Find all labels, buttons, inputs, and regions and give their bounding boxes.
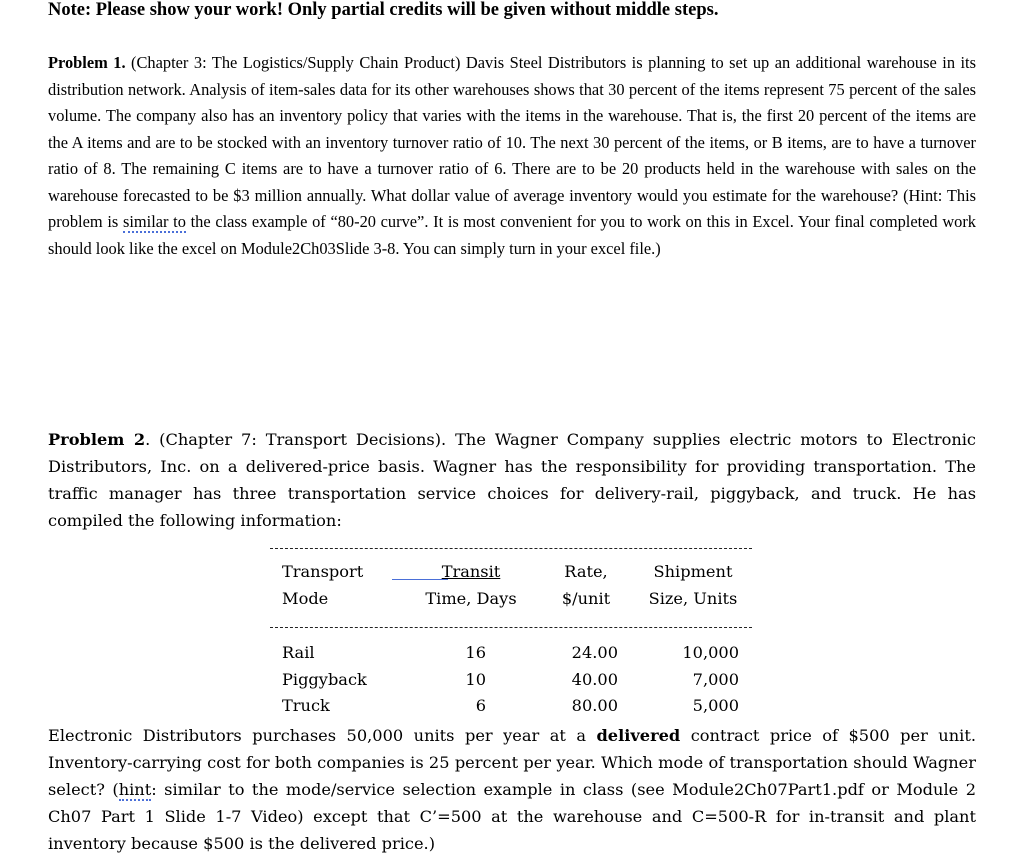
followup-text-1: Electronic Distributors purchases 50,000 units per year at a: [48, 726, 597, 745]
problem-1-text-after: the class example of “80-20 curve”. It is most convenient for you to work on this in Excel. Your final completed work should look like the excel on Module2Ch03Slide 3-8. You can simply turn in your excel file.): [48, 212, 977, 258]
header-mode-line2: Mode: [282, 589, 329, 608]
row-time: 10: [465, 670, 486, 689]
problem-2-paragraph: [48, 426, 976, 534]
row-rate: 40.00: [571, 670, 618, 689]
row-time: 16: [465, 643, 486, 662]
problem-2-text: . (Chapter 7: Transport Decisions). The Wagner Company supplies electric motors to Electronic Distributors, Inc. on a delivered-price basis. Wagner has the responsibility for providing transportation. The traffic manager has three transportation service choices for delivery-rail, piggyback, and truck. He has compiled the following information:: [48, 430, 976, 530]
row-rate: 24.00: [571, 643, 618, 662]
followup-text-2: contract price of $500 per unit. Inventory-carrying cost for both companies is 25 percent per year. Which mode of transportation should Wagner select? (: [48, 726, 976, 799]
note-heading: Note: Please show your work! Only partial credits will be given without middle steps.: [48, 0, 719, 20]
header-rate-line1: Rate,: [564, 562, 608, 581]
table-top-rule: [270, 548, 752, 549]
row-size: 10,000: [682, 643, 739, 662]
problem-2-followup-paragraph: [48, 722, 976, 857]
header-time-line1: Transit: [441, 562, 501, 581]
problem-2-label: Problem 2: [48, 430, 146, 449]
row-mode: Rail: [282, 643, 315, 662]
problem-1-paragraph: [48, 50, 976, 262]
header-size-line2: Size, Units: [648, 589, 738, 608]
hint-word: hint: [118, 780, 152, 799]
row-size: 7,000: [692, 670, 739, 689]
row-mode: Truck: [282, 696, 330, 715]
followup-text-3: : similar to the mode/service selection example in class (see Module2Ch07Part1.pdf or Module 2 Ch07 Part 1 Slide 1-7 Video) except that C’=500 at the warehouse and C=500-R for in-transit and plant inventory because $500 is the delivered price.): [48, 780, 976, 853]
header-rate-line2: $/unit: [561, 589, 611, 608]
header-time-line2: Time, Days: [425, 589, 517, 608]
similar-to-phrase: similar to: [122, 212, 186, 231]
row-time: 6: [475, 696, 486, 715]
header-mode-line1: Transport: [282, 562, 364, 581]
row-rate: 80.00: [571, 696, 618, 715]
delivered-word: delivered: [596, 726, 681, 745]
row-mode: Piggyback: [282, 670, 367, 689]
table-header-rule: [270, 627, 752, 628]
header-size-line1: Shipment: [653, 562, 733, 581]
problem-1-label: Problem 1.: [48, 53, 126, 72]
row-size: 5,000: [692, 696, 739, 715]
problem-1-text-before: (Chapter 3: The Logistics/Supply Chain Product) Davis Steel Distributors is planning to set up an additional warehouse in its distribution network. Analysis of item-sales data for its other warehouses shows that 30 percent of the items represent 75 percent of the sales volume. The company also has an inventory policy that varies with the items in the warehouse. That is, the first 20 percent of the items are the A items and are to be stocked with an inventory turnover ratio of 10. The next 30 percent of the items, or B items, are to have a turnover ratio of 8. The remaining C items are to have a turnover ratio of 6. There are to be 20 products held in the warehouse with sales on the warehouse forecasted to be $3 million annually. What dollar value of average inventory would you estimate for the warehouse? (Hint: This problem is: [48, 53, 976, 231]
